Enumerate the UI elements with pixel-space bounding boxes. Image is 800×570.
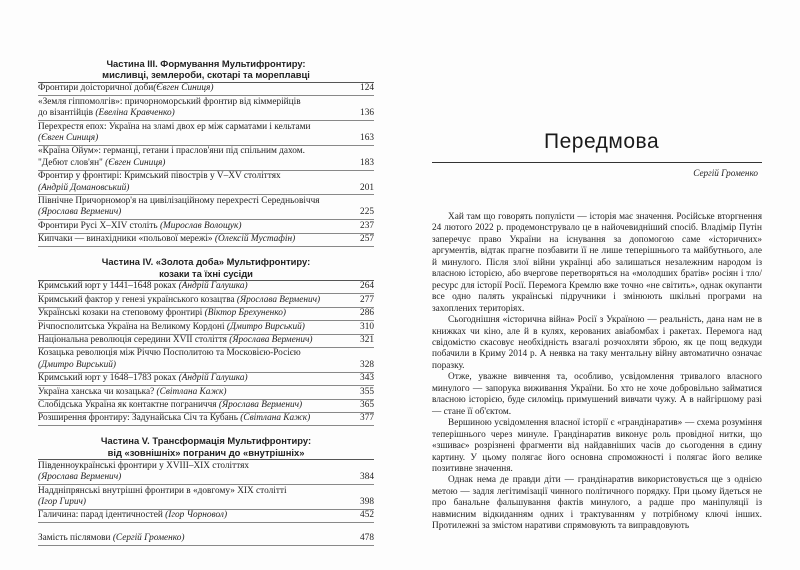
toc-entry-line [38,486,374,497]
toc-entry-author: (Олексій Мустафін) [214,234,296,245]
preface-paragraph: Отже, уважне вивчення та, особливо, усвідомлення тривалого власного минулого — запорука виживання України. Бо хто не хоче добровільно займатися власною історією, буде силоміць примушений вивчати чужу. А в найгіршому разі — стане її об'єктом. [432,372,762,417]
toc-entry [38,281,374,294]
toc-page-number: 257 [360,234,374,245]
preface-author: Сергій Громенко [693,168,758,178]
toc-page-number: 343 [360,373,374,384]
toc-entry-author: (Євген Синиця) [153,83,214,94]
toc-entry [38,171,374,196]
toc-entry [38,220,374,233]
toc-entry-text: Фронтири Русі X–XIV століть [38,220,160,231]
toc-entry-text: Річпосполитська Україна на Великому Кордоні [38,321,227,332]
toc-entry-author: (Сергій Громенко) [112,532,185,543]
table-of-contents [38,58,374,546]
toc-entry-author: (Ярослава Верменич) [38,207,122,218]
part-title: Частина V. Трансформація Мультифронтиру: [100,435,312,447]
toc-entry [38,373,374,386]
toc-entry-text: Фронтир у фронтирі: Кримський півострів у V–XV століттях [38,171,281,182]
toc-entry-line [38,387,374,398]
toc-entry-line [38,510,374,521]
toc-entry-line [38,373,374,384]
toc-page-number: 310 [360,321,374,332]
toc-entry-author: (Андрій Галушка) [178,281,248,292]
toc-entry-line [38,171,374,182]
toc-entry [38,321,374,334]
toc-entry-line [38,183,374,194]
toc-entry-text: Національна революція середини XVII століття [38,335,230,346]
toc-entry-line [38,281,374,292]
part-subtitle: мисливці, землероби, скотарі та мореплавці [102,69,310,81]
toc-entry-line [38,461,374,472]
toc-entry-line [38,146,374,157]
toc-entry-text: Замість післямови [38,532,113,543]
part-title: Частина ІІІ. Формування Мультифронтиру: [106,58,306,69]
toc-page-number: 277 [360,294,374,305]
toc-page-number: 183 [360,157,374,168]
toc-entry [38,83,374,96]
part-subtitle: козаки та їхні сусіди [159,267,253,279]
toc-entry [38,234,374,247]
toc-entry [38,308,374,321]
toc-page-number: 355 [360,386,374,397]
toc-entry [38,121,374,146]
toc-entry-line [38,122,374,133]
toc-entry-line [38,322,374,333]
toc-page-number: 452 [360,510,374,521]
toc-entry-author: (Андрій Галушка) [178,373,248,384]
toc-entry-author: (Світлана Кажк) [240,413,311,424]
toc-entry-author: (Ігор Гирич) [38,496,87,507]
toc-entry-line [38,360,374,371]
toc-entry [38,146,374,171]
toc-entry-line [38,400,374,411]
toc-entry-text: Північне Причорномор'я на цивілізаційному перехресті Середньовіччя [38,195,320,206]
toc-page-number: 124 [360,83,374,94]
toc-entry-author: (Віктор Брехуненко) [204,308,287,319]
toc-entry-author: (Мирослав Волощук) [159,220,242,231]
toc-entry-line [38,158,374,169]
toc-entry-text: "Дебют слов'ян" [38,157,106,168]
preface-paragraph: Сьогоднішня «історична війна» Росії з Україною — реальність, дана нам не в книжках чи кіно, але й в кулях, керованих авіабомбах і ракетах. Перемога над свідомістю скасовує необхідність взагалі розчохляти зброю, як це пощ ведкуди побачили в Криму 2014 р. А неявка на таку ментальну війну автоматично означає поразку. [432,315,762,371]
toc-entry-text: «Земля гіппомолгів»: причорноморський фронтир від кіммерійців [38,96,301,107]
toc-page-number: 225 [360,207,374,218]
toc-entry-author: (Євген Синиця) [38,132,99,143]
toc-entry [38,335,374,348]
part-title: Частина IV. «Золота доба» Мультифронтиру: [101,256,311,268]
section-gap [38,523,374,532]
toc-entry-text: Козацька революція між Річчю Посполитою та Московією-Росією [38,348,301,359]
toc-entry-text: Південноукраїнські фронтири у XVIII–XIX століттях [38,460,250,471]
toc-entry-author: (Світлана Кажк) [156,386,227,397]
toc-entry-author: (Евеліна Кравченко) [95,108,175,119]
toc-part-heading [38,58,374,81]
toc-entry-line [38,83,374,94]
toc-entry [38,510,374,523]
toc-entry-author: (Дмитро Вирський) [226,321,305,332]
toc-entry-text: «Країна Ойум»: германці, гетани і праслов'яни під спільним дахом. [38,146,305,157]
toc-page-number: 201 [360,182,374,193]
toc-entry-text: Перехрестя епох: Україна на зламі двох ер між сарматами і кельтами [38,121,311,132]
toc-entry-line [38,472,374,483]
toc-entry [38,460,374,485]
toc-entry [38,413,374,426]
toc-entry [38,195,374,220]
toc-entry [38,400,374,413]
toc-entry-text: Слобідська Україна як контактне пограниччя [38,400,219,411]
toc-page-number: 237 [360,220,374,231]
toc-entry-author: (Ігор Чорновол) [165,510,228,521]
toc-entry-text: Кримський юрт у 1441–1648 роках [38,281,179,292]
toc-page-number: 377 [360,413,374,424]
toc-entry [38,532,374,545]
preface-paragraph: Однак нема де правди діти — грандінаратив використовується ще з однією метою — задля легітимізації чинного політичного порядку. При цьому йдеться не про банальне фальшування фактів минулого, а радше про маніпуляції із навмисним відкиданням одних і трактуванням у потрібному ключі інших. Протилежні за змістом наративи спрямовують та виправдовують [432,475,762,532]
toc-entry-line [38,497,374,508]
toc-entry-text: Наддніпрянські внутрішні фронтири в «довгому» XIX столітті [38,485,287,496]
preface-title: Передмова [544,130,660,153]
toc-entry-text: Україна ханська чи козацька? [38,386,157,397]
toc-entry-line [38,335,374,346]
toc-entry-text: Кипчаки — винахідники «польової мережі» [38,234,215,245]
toc-page-number: 321 [360,335,374,346]
toc-page-number: 365 [360,400,374,411]
toc-page-number: 286 [360,308,374,319]
toc-entry-author: (Ярослава Верменич) [229,335,313,346]
toc-page-number: 384 [360,472,374,483]
toc-entry [38,386,374,399]
toc-entry-line [38,221,374,232]
title-rule [432,162,762,163]
part-subtitle: від «зовнішніх» погранич до «внутрішніх» [107,446,305,458]
section-gap [38,247,374,256]
toc-entry-line [38,234,374,245]
preface-body [432,212,762,533]
toc-entry-author: (Дмитро Вирський) [38,359,117,370]
toc-entry-line [38,207,374,218]
toc-entry-text: Фронтири доісторичної доби [38,83,154,94]
toc-entry-author: (Ярослава Верменич) [38,472,122,483]
preface-paragraph: Вершиною усвідомлення власної історії є «грандінаратив» — схема розуміння теперішнього через минуле. Грандінаратив виконує роль провідної нитки, що «зшиває» розрізнені фрагменти від найдавніших часів до сьогодення в єдину картину. У цьому полягає його основна спроможності і полягає його велике позитивне значення. [432,418,762,474]
toc-entry-text: Українські козаки на степовому фронтирі [38,308,205,319]
toc-page-number: 398 [360,496,374,507]
toc-entry-author: (Ярослава Верменич) [236,294,321,305]
toc-page-number: 328 [360,359,374,370]
toc-entry [38,294,374,307]
toc-entry-text: до візантійців [38,108,96,119]
toc-entry-line [38,196,374,207]
toc-entry-author: (Андрій Домановський) [38,182,130,193]
toc-page-number: 136 [360,108,374,119]
toc-page-number: 264 [360,281,374,292]
toc-entry-line [38,133,374,144]
toc-part-heading [38,435,374,458]
section-gap [38,426,374,435]
toc-entry-text: Кримський фактор у генезі українського козацтва [38,294,237,305]
toc-entry [38,348,374,373]
toc-entry-text: Кримський юрт у 1648–1783 роках [38,373,179,384]
toc-entry-line [38,308,374,319]
toc-entry [38,96,374,121]
preface-paragraph: Хай там що говорять популісти — історія має значення. Російське вторгнення 24 лютого 2022 р. продемонструвало це в найочевидніший спосіб. Владімір Путін заперечує право України на існування за допомогою саме «історичних» аргументів, відтак прагне позбавити її не лише теперішнього та майбутнього, але й минулого. Після злої війни українці або залишаться незалежним народом із власною історією, або вчергове перетворяться на «молодших братів» росіян і тло/ресурс для історії Росії. Перемога Кремлю вже точно «не світить», однак окупанти все одно палять українські підручники і змінюють шкільні програми на захоплених територіях. [432,212,762,314]
toc-entry-author: (Євген Синиця) [105,157,166,168]
toc-entry-line [38,295,374,306]
toc-entry [38,485,374,510]
preface-page [432,0,762,570]
toc-entry-text: Галичина: парад ідентичностей [38,510,166,521]
toc-entry-author: (Ярослава Верменич) [218,400,303,411]
toc-entry-line [38,348,374,359]
toc-part-heading [38,256,374,279]
toc-page-number: 478 [360,532,374,543]
toc-entry-line [38,533,374,544]
toc-page-number: 163 [360,132,374,143]
toc-entry-line [38,97,374,108]
toc-entry-line [38,108,374,119]
toc-entry-line [38,413,374,424]
toc-entry-text: Розширення фронтиру: Задунайська Січ та Кубань [38,413,241,424]
